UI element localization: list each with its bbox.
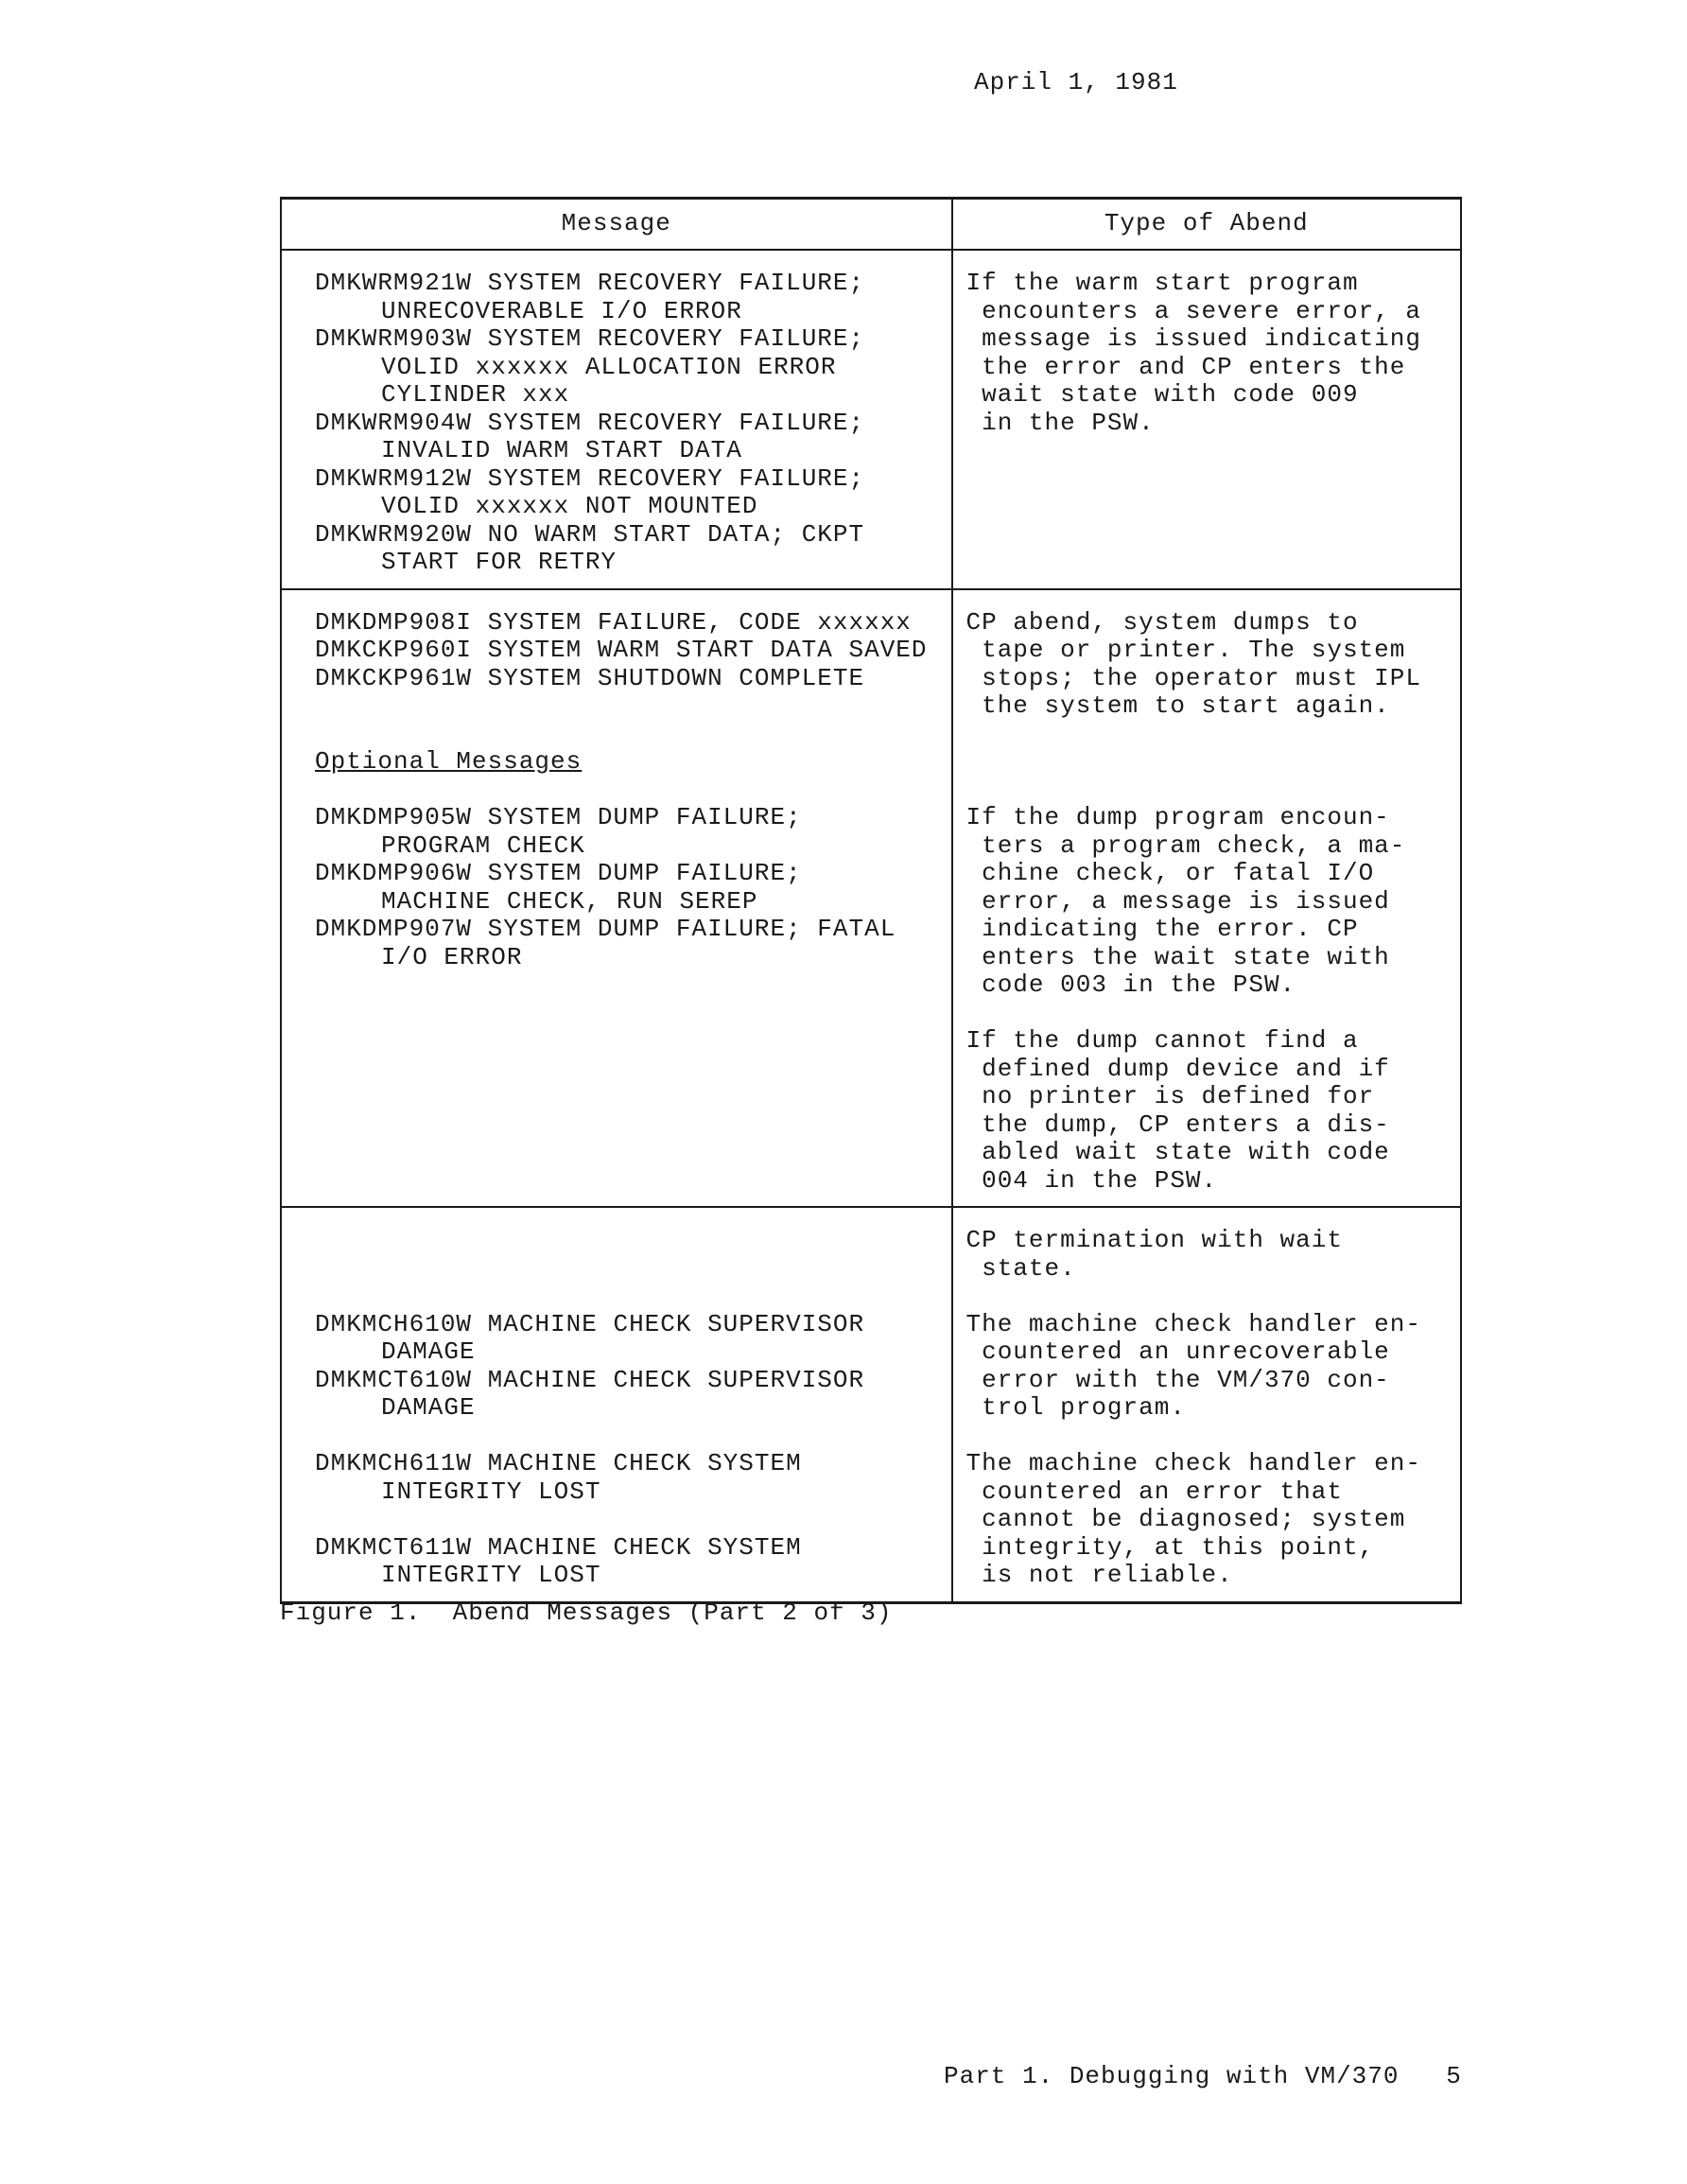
message-entry xyxy=(315,270,951,298)
message-text: SYSTEM RECOVERY FAILURE; xyxy=(487,324,865,353)
message-code: DMKWRM904W xyxy=(315,408,473,437)
message-continuation: INTEGRITY LOST xyxy=(381,1561,601,1589)
message-entry xyxy=(315,916,951,944)
message-continuation: VOLID xxxxxx NOT MOUNTED xyxy=(381,492,758,520)
figure-caption: Figure 1. Abend Messages (Part 2 of 3) xyxy=(280,1599,893,1627)
spacer xyxy=(966,1423,1455,1451)
message-text: MACHINE CHECK SUPERVISOR xyxy=(487,1309,865,1338)
message-continuation: INVALID WARM START DATA xyxy=(381,436,742,464)
message-continuation: INTEGRITY LOST xyxy=(381,1476,601,1506)
message-cell xyxy=(281,1207,952,1602)
spacer xyxy=(315,1255,951,1284)
message-entry xyxy=(315,1450,951,1478)
message-entry xyxy=(315,1311,951,1339)
spacer xyxy=(315,721,951,749)
abend-messages-table xyxy=(280,197,1462,1604)
message-entry xyxy=(315,325,951,354)
message-text: SYSTEM DUMP FAILURE; xyxy=(487,859,802,887)
message-code: DMKMCT610W xyxy=(315,1365,473,1394)
message-code: DMKWRM921W xyxy=(315,269,473,297)
column-header-type-of-abend: Type of Abend xyxy=(952,199,1462,251)
message-code: DMKWRM903W xyxy=(315,324,473,353)
message-continuation: START FOR RETRY xyxy=(381,548,617,576)
abend-description: The machine check handler en- countered an error that cannot be diagnosed; system integrity, at this point, is not reliable. xyxy=(965,1449,1421,1589)
message-text: SYSTEM RECOVERY FAILURE; xyxy=(487,463,865,493)
abend-type-cell xyxy=(952,250,1462,589)
spacer xyxy=(315,1227,951,1255)
message-continuation: UNRECOVERABLE I/O ERROR xyxy=(381,296,742,325)
message-code: DMKMCH611W xyxy=(315,1449,473,1477)
message-code: DMKDMP907W xyxy=(315,915,473,943)
message-code: DMKMCH610W xyxy=(315,1309,473,1338)
spacer xyxy=(315,692,951,721)
message-continuation: MACHINE CHECK, RUN SEREP xyxy=(381,886,758,916)
spacer xyxy=(966,721,1455,749)
optional-messages-heading: Optional Messages xyxy=(315,747,583,776)
abend-type-cell xyxy=(952,589,1462,1208)
table-row xyxy=(281,250,1461,589)
message-text: SYSTEM DUMP FAILURE; xyxy=(487,803,802,831)
abend-description: If the dump cannot find a defined dump device and if no printer is defined for the dump, CP enters a dis- abled wait state with code 004 in the PSW. xyxy=(965,1026,1390,1195)
message-line: DMKCKP960I SYSTEM WARM START DATA SAVED xyxy=(315,636,928,664)
page-footer: Part 1. Debugging with VM/370 5 xyxy=(944,2062,1462,2090)
message-entry xyxy=(315,410,951,438)
message-text: MACHINE CHECK SUPERVISOR xyxy=(487,1365,865,1394)
spacer xyxy=(966,748,1455,777)
message-code: DMKDMP906W xyxy=(315,859,473,887)
abend-description: If the warm start program encounters a severe error, a message is issued indicating the error and CP enters the wait state with code 009 in the PSW. xyxy=(965,269,1421,437)
message-code: DMKDMP905W xyxy=(315,803,473,831)
message-continuation: PROGRAM CHECK xyxy=(381,830,585,860)
spacer xyxy=(966,777,1455,805)
message-cell xyxy=(281,250,952,589)
message-line: DMKCKP961W SYSTEM SHUTDOWN COMPLETE xyxy=(315,663,865,692)
table-body xyxy=(281,250,1461,1602)
message-text: SYSTEM RECOVERY FAILURE; xyxy=(487,269,865,297)
spacer xyxy=(315,1423,951,1451)
message-continuation: I/O ERROR xyxy=(381,942,523,971)
message-cell xyxy=(281,589,952,1208)
table-row xyxy=(281,1207,1461,1602)
spacer xyxy=(315,1283,951,1311)
message-entry xyxy=(315,860,951,888)
abend-description: CP abend, system dumps to tape or printer. The system stops; the operator must IPL the system to start again. xyxy=(965,607,1421,720)
message-continuation: DAMAGE xyxy=(381,1337,476,1366)
message-entry xyxy=(315,465,951,494)
column-header-message: Message xyxy=(281,199,952,251)
table-header-row xyxy=(281,199,1461,251)
message-line: DMKDMP908I SYSTEM FAILURE, CODE xxxxxx xyxy=(315,607,912,637)
message-text: MACHINE CHECK SYSTEM xyxy=(487,1449,802,1477)
message-text: MACHINE CHECK SYSTEM xyxy=(487,1532,802,1562)
abend-description: The machine check handler en- countered an unrecoverable error with the VM/370 con- trol program. xyxy=(965,1309,1421,1422)
spacer xyxy=(315,1506,951,1534)
message-continuation: DAMAGE xyxy=(381,1393,476,1422)
abend-type-cell xyxy=(952,1207,1462,1602)
message-entry xyxy=(315,521,951,550)
abend-description: CP termination with wait state. xyxy=(965,1226,1343,1283)
message-entry xyxy=(315,1534,951,1563)
table-row xyxy=(281,589,1461,1208)
message-entry xyxy=(315,1367,951,1395)
abend-description: If the dump program encoun- ters a program check, a ma- chine check, or fatal I/O error, a message is issued indicating the error. CP enters the wait state with code 003 in the PSW. xyxy=(965,803,1406,999)
message-code: DMKWRM912W xyxy=(315,463,473,493)
message-entry xyxy=(315,804,951,832)
message-code: DMKMCT611W xyxy=(315,1532,473,1562)
message-code: DMKWRM920W xyxy=(315,519,473,549)
spacer xyxy=(966,1283,1455,1311)
message-continuation: VOLID xxxxxx ALLOCATION ERROR CYLINDER xxx xyxy=(381,352,837,409)
spacer xyxy=(966,1000,1455,1028)
message-text: SYSTEM RECOVERY FAILURE; xyxy=(487,408,865,437)
spacer xyxy=(315,777,951,805)
message-text: SYSTEM DUMP FAILURE; FATAL xyxy=(487,915,896,943)
message-text: NO WARM START DATA; CKPT xyxy=(487,519,865,549)
page-date: April 1, 1981 xyxy=(974,68,1178,96)
